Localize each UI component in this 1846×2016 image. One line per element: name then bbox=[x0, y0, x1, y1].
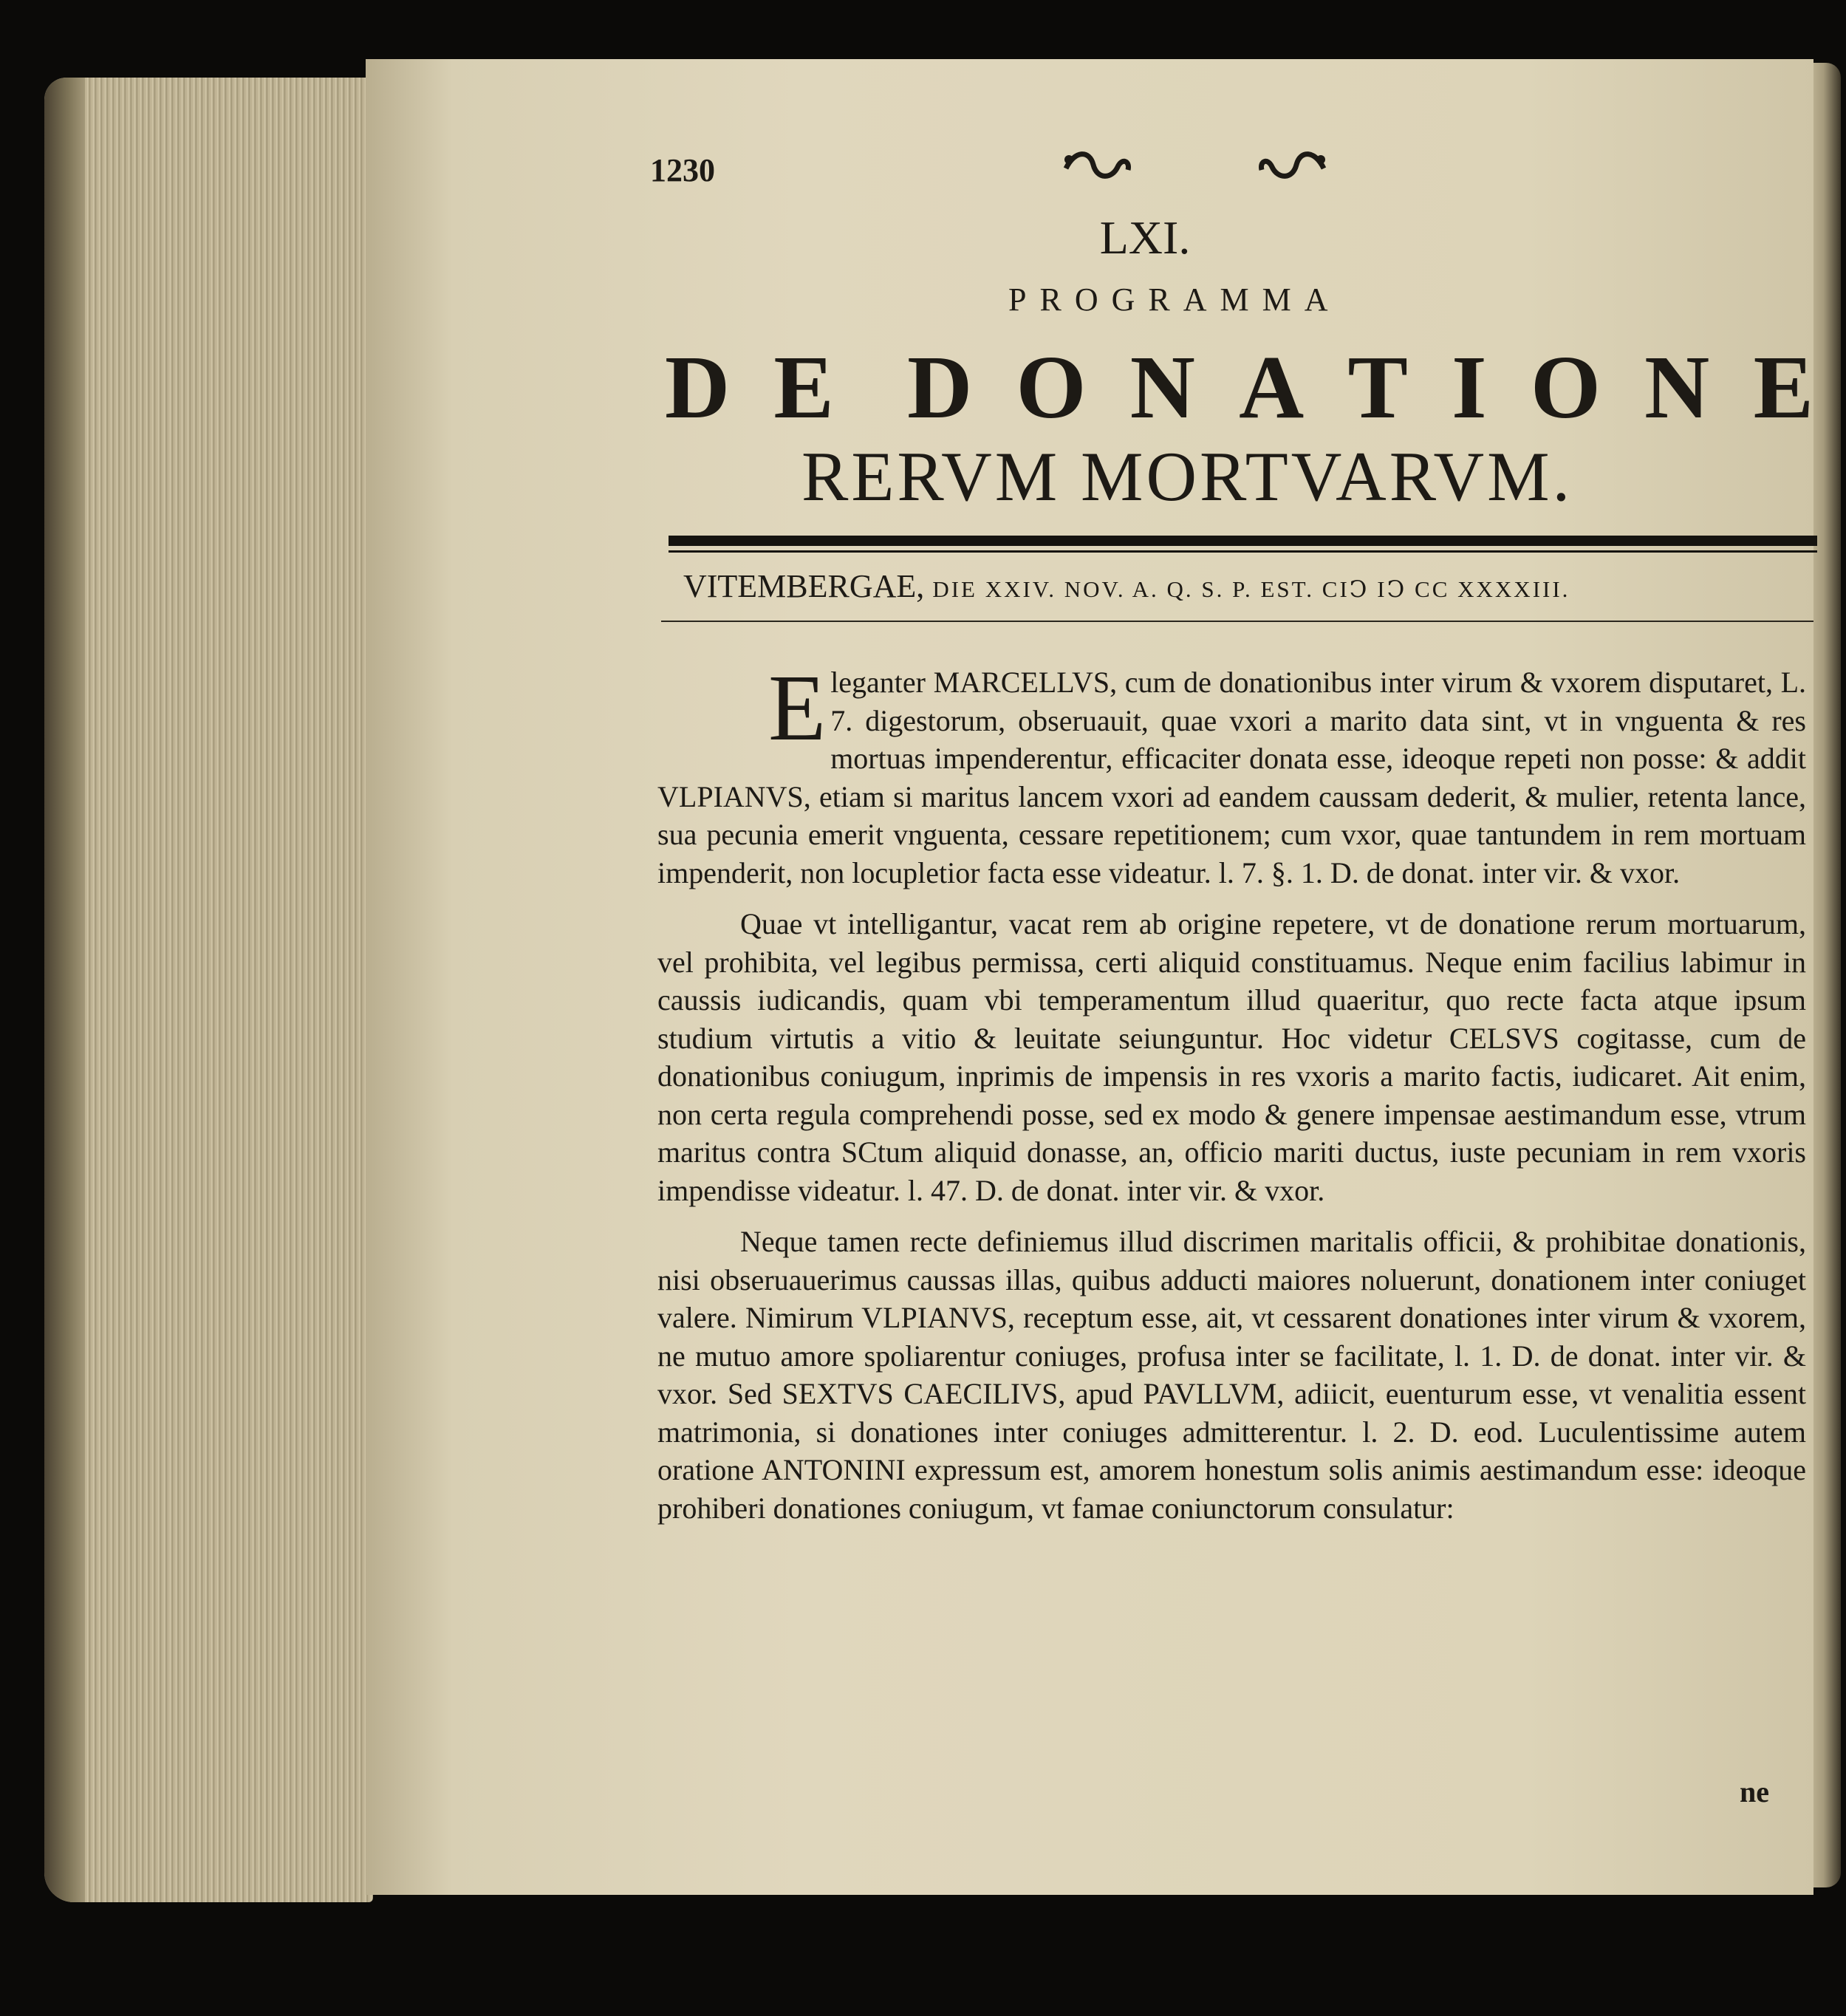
chapter-numeral: LXI. bbox=[1099, 211, 1191, 264]
title-rule-thin bbox=[669, 550, 1817, 553]
drop-cap: E bbox=[768, 655, 827, 760]
book-page bbox=[366, 59, 1813, 1895]
catchword: ne bbox=[1740, 1775, 1769, 1808]
title-letter: D bbox=[907, 338, 973, 437]
ornament-right-icon bbox=[1256, 146, 1330, 191]
title-rule bbox=[669, 536, 1817, 546]
title-letter: N bbox=[1129, 338, 1195, 437]
ornament-left-icon bbox=[1060, 146, 1134, 191]
dateline-place: VITEMBERGAE, bbox=[683, 568, 925, 604]
book-spine-shadow bbox=[44, 78, 85, 1902]
title-letter: N bbox=[1644, 338, 1710, 437]
dateline bbox=[683, 567, 1570, 605]
title-letter: E bbox=[773, 338, 834, 437]
title-line-2: RERVM MORTVARVM. bbox=[801, 437, 1573, 516]
dateline-rule bbox=[661, 621, 1813, 622]
title-letter: D bbox=[665, 338, 731, 437]
paragraph-text: leganter MARCELLVS, cum de donationibus inter virum & vxorem disputaret, L. 7. digestorum, obseruauit, quae vxori a marito data sint, vt in vnguenta & res mortuas impenderentur, efficaciter donata esse, ideoque repeti non posse: & addit VLPIANVS, etiam si maritus lancem vxori ad eandem caussam dederit, & mulier, retenta lance, sua pecunia emerit vnguenta, cessare repetitionem; cum vxor, quae tantundem in rem mortuam impenderit, non locupletior facta esse videatur. l. 7. §. 1. D. de donat. inter vir. & vxor. bbox=[657, 666, 1806, 889]
page-number: 1230 bbox=[650, 152, 715, 188]
body-text bbox=[657, 655, 1806, 1540]
paragraph: Neque tamen recte definiemus illud discrimen maritalis officii, & prohibitae donationis, nisi obseruauerimus caussas illas, quibus adducti maiores noluerunt, donationem inter coniuget valere. Nimirum VLPIANVS, receptum esse, ait, vt cessarent donationes inter virum & vxorem, ne mutuo amore spoliarentur coniuges, profusa inter se facilitate, l. 1. D. de donat. inter vir. & vxor. Sed SEXTVS CAECILIVS, apud PAVLLVM, adiicit, euenturum esse, vt venalitia essent matrimonia, si donationes inter coniuges admitterentur. l. 2. D. eod. Luculentissime autem oratione ANTONINI expressum est, amorem honestum solis animis aestimandum esse: ideoque prohiberi donationes coniugum, vt famae coniunctorum consulatur: bbox=[657, 1225, 1806, 1525]
title-letter: E bbox=[1753, 338, 1813, 437]
paragraph bbox=[657, 655, 1806, 892]
title-letter: I bbox=[1452, 338, 1487, 437]
title-letter: O bbox=[1530, 338, 1601, 437]
title-letter: O bbox=[1016, 338, 1087, 437]
book-page-edges bbox=[44, 78, 373, 1902]
title-letter: A bbox=[1239, 338, 1305, 437]
title-line-1 bbox=[665, 336, 1813, 440]
dateline-date: DIE XXIV. NOV. A. Q. S. P. EST. CIↃ IↃ CC XXXXIII. bbox=[932, 576, 1570, 602]
program-label: PROGRAMMA bbox=[1008, 281, 1341, 318]
paragraph: Quae vt intelligantur, vacat rem ab origine repetere, vt de donatione rerum mortuarum, vel prohibita, vel legibus permissa, certi aliquid constituamus. Neque enim facilius labimur in caussis iudicandis, quam vbi temperamentum illud quaeritur, quo recte facta atque ipsum studium virtutis a vitio & leuitate seiunguntur. Hoc videtur CELSVS cogitasse, cum de donationibus coniugum, inprimis de impensis in res vxoris a marito factis, iudicaret. Ait enim, non certa regula comprehendi posse, sed ex modo & genere impensae aestimandum esse, vtrum maritus contra SCtum aliquid donasse, an, officio mariti ductus, iuste pecuniam in rem vxoris impendisse videatur. l. 47. D. de donat. inter vir. & vxor. bbox=[657, 907, 1806, 1207]
title-letter: T bbox=[1347, 338, 1408, 437]
